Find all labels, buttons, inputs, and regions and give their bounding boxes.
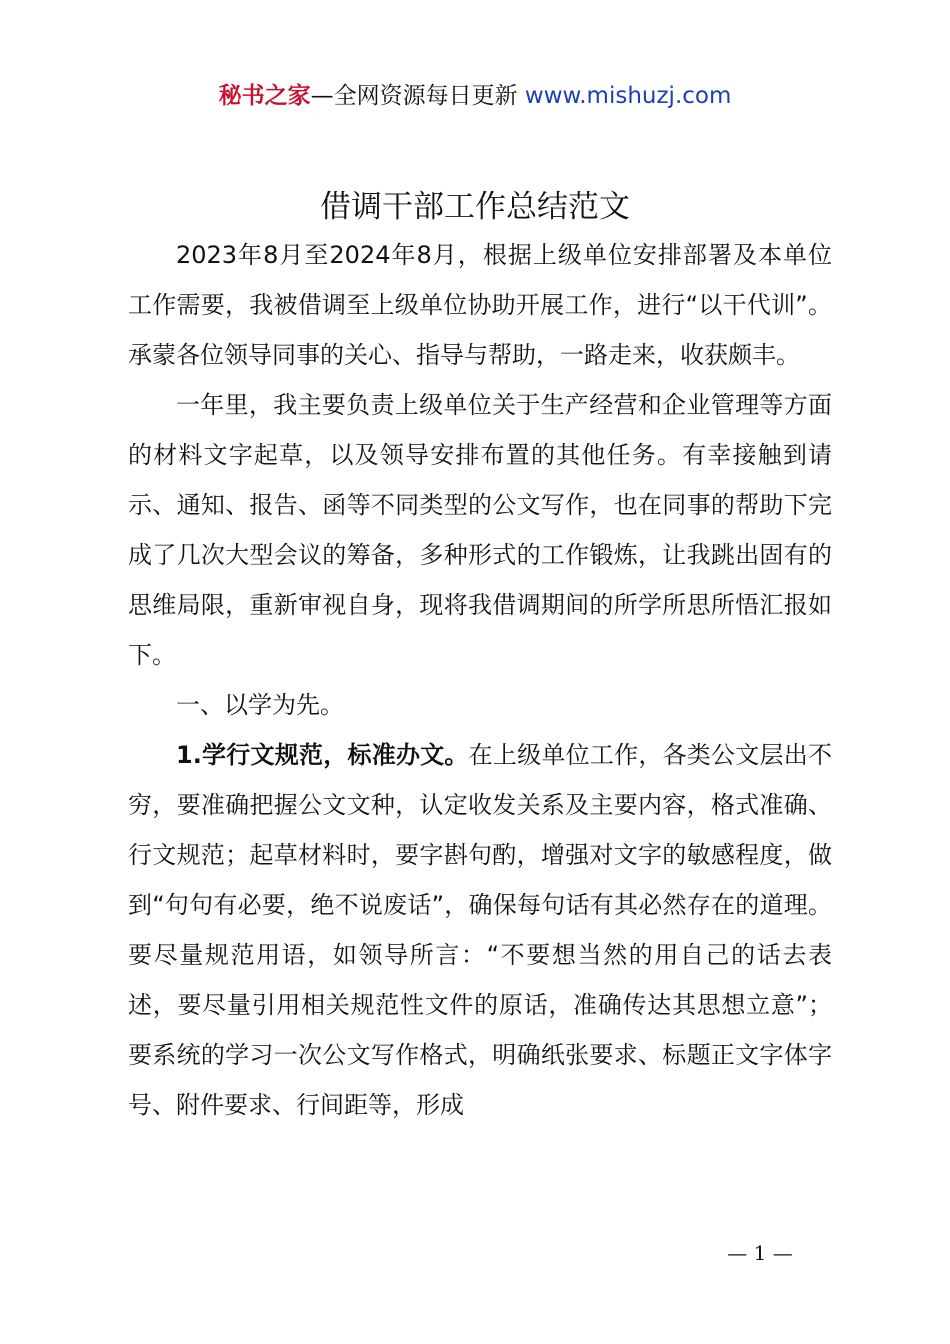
paragraph-point-1 xyxy=(128,730,832,1130)
point-1-heading: 1.学行文规范，标准办文。 xyxy=(176,741,469,769)
site-header xyxy=(0,80,950,112)
paragraph-duties: 一年里，我主要负责上级单位关于生产经营和企业管理等方面的材料文字起草，以及领导安排布置的其他任务。有幸接触到请示、通知、报告、函等不同类型的公文写作，也在同事的帮助下完成了几次大型会议的筹备，多种形式的工作锻炼，让我跳出固有的思维局限，重新审视自身，现将我借调期间的所学所思所悟汇报如下。 xyxy=(128,391,832,669)
document-body xyxy=(128,230,832,1130)
point-1-text: 在上级单位工作，各类公文层出不穷，要准确把握公文文种，认定收发关系及主要内容，格式准确、行文规范；起草材料时，要字斟句酌，增强对文字的敏感程度，做到“句句有必要，绝不说废话”，确保每句话有其必然存在的道理。要尽量规范用语，如领导所言：“不要想当然的用自己的话去表述，要尽量引用相关规范性文件的原话，准确传达其思想立意”；要系统的学习一次公文写作格式，明确纸张要求、标题正文字体字号、附件要求、行间距等，形成 xyxy=(128,741,832,1119)
paragraph-intro: 2023年8月至2024年8月，根据上级单位安排部署及本单位工作需要，我被借调至上级单位协助开展工作，进行“以干代训”。承蒙各位领导同事的关心、指导与帮助，一路走来，收获颇丰。 xyxy=(128,241,832,369)
site-brand: 秘书之家 xyxy=(218,83,311,109)
section-heading: 一、以学为先。 xyxy=(176,691,344,719)
site-tagline: —全网资源每日更新 xyxy=(310,83,518,109)
page-number: — 1 — xyxy=(727,1241,793,1265)
site-url-link[interactable]: www.mishuzj.com xyxy=(524,83,732,109)
document-title: 借调干部工作总结范文 xyxy=(320,189,630,225)
